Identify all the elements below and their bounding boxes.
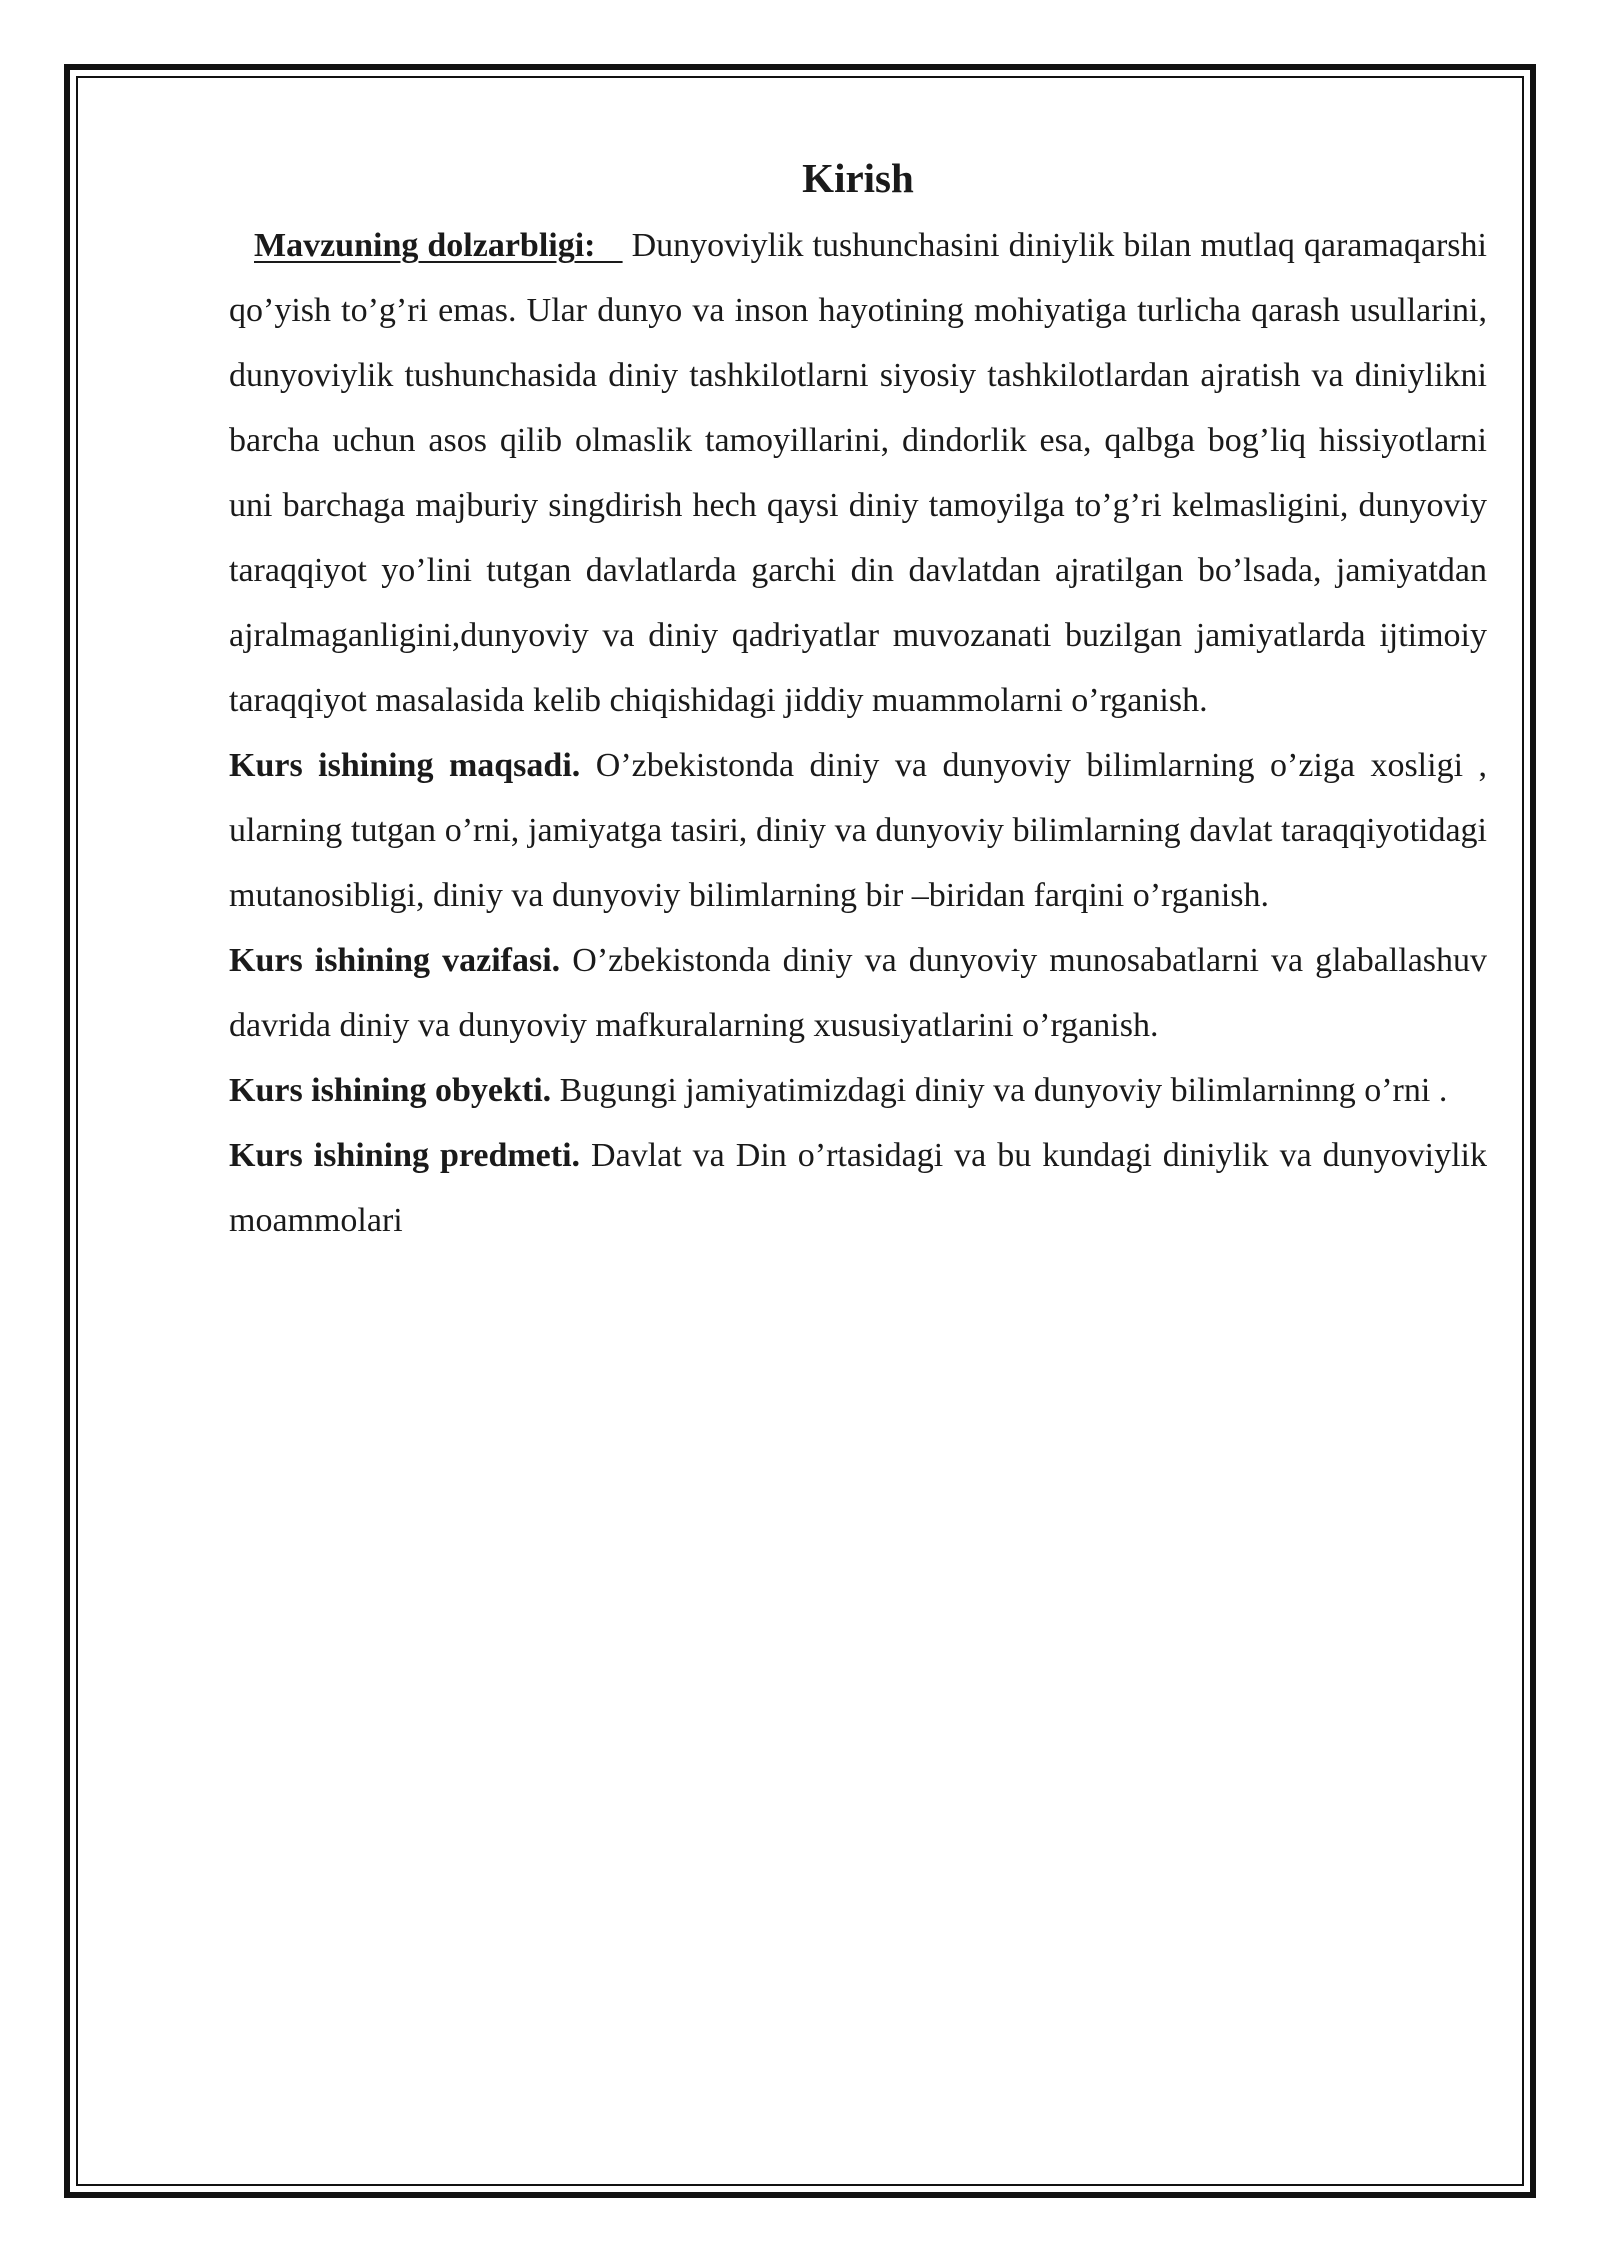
- section-subject: [229, 1123, 1487, 1253]
- section-relevance-part2: [229, 603, 1487, 733]
- document-body: [229, 145, 1487, 1253]
- section-relevance-lead-gap: [596, 227, 623, 264]
- section-task: [229, 928, 1487, 1058]
- section-task-lead: Kurs ishining vazifasi.: [229, 942, 561, 979]
- section-object-lead: Kurs ishining obyekti.: [229, 1072, 552, 1109]
- section-goal-lead: Kurs ishining maqsadi.: [229, 747, 581, 784]
- section-relevance-lead: [254, 227, 623, 264]
- section-task-text: O’zbekistonda diniy va dunyoviy munosabatlarni va glaballashuv davrida diniy va dunyoviy mafkuralarning xususiyatlarini o’rganish.: [229, 942, 1488, 1044]
- section-relevance-text-part1: Dunyoviylik tushunchasini diniylik bilan mutlaq qaramaqarshi qo’yish to’g’ri emas. Ular dunyo va inson hayotining mohiyatiga turlicha qarash usullarini, dunyoviylik tushunchasida diniy tashkilotlarni siyosiy tashkilotlardan ajratish va diniylikni barcha uchun asos qilib olmaslik tamoyillarini, dindorlik esa, qalbga bog’liq hissiyotlarni uni barchaga majburiy singdirish hech qaysi diniy tamoyilga to’g’ri kelmasligini, dunyoviy taraqqiyot yo’lini tutgan davlatlarda garchi din davlatdan ajratilgan bo’lsada, jamiyatdan: [229, 227, 1487, 589]
- section-goal: [229, 733, 1487, 928]
- page-title: Kirish: [802, 155, 914, 201]
- section-relevance-lead-text: Mavzuning dolzarbligi:: [254, 227, 596, 264]
- section-object-text: Bugungi jamiyatimizdagi diniy va dunyoviy bilimlarninng o’rni .: [559, 1072, 1448, 1109]
- section-relevance-part1: [229, 213, 1487, 603]
- section-goal-text: O’zbekistonda diniy va dunyoviy bilimlarning o’ziga xosligi , ularning tutgan o’rni, jamiyatga tasiri, diniy va dunyoviy bilimlarning davlat taraqqiyotidagi mutanosibligi, diniy va dunyoviy bilimlarning bir –biridan farqini o’rganish.: [229, 747, 1488, 914]
- section-subject-lead: Kurs ishining predmeti.: [229, 1137, 581, 1174]
- section-subject-text: Davlat va Din o’rtasidagi va bu kundagi diniylik va dunyoviylik moammolari: [229, 1137, 1487, 1239]
- section-relevance-text-part2: ajralmaganligini,dunyoviy va diniy qadriyatlar muvozanati buzilgan jamiyatlarda ijtimoiy taraqqiyot masalasida kelib chiqishidagi jiddiy muammolarni o’rganish.: [229, 617, 1487, 719]
- section-object: [229, 1058, 1487, 1123]
